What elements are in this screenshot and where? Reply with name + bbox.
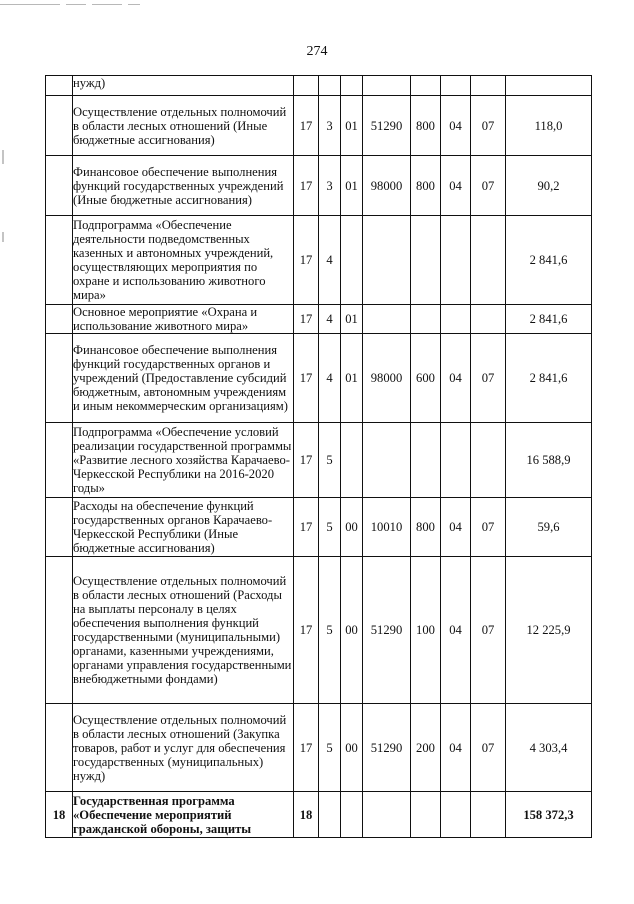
table-row [46, 498, 592, 557]
program-code-cell: 17 [294, 334, 319, 423]
expense-type-code-cell [411, 76, 441, 96]
section-code-cell: 04 [441, 156, 471, 216]
main-activity-code-cell: 00 [341, 704, 363, 792]
amount-cell: 158 372,3 [506, 792, 592, 838]
amount-cell: 2 841,6 [506, 216, 592, 305]
expense-direction-code-cell [363, 792, 411, 838]
item-name-cell: Осуществление отдельных полномочий в области лесных отношений (Иные бюджетные ассигнования) [73, 96, 294, 156]
section-code-cell: 04 [441, 704, 471, 792]
subsection-code-cell [471, 76, 506, 96]
row-number-cell [46, 704, 73, 792]
table-row [46, 305, 592, 334]
subprogram-code-cell: 5 [319, 557, 341, 704]
subprogram-code-cell: 5 [319, 498, 341, 557]
expense-type-code-cell [411, 305, 441, 334]
expense-type-code-cell [411, 216, 441, 305]
subsection-code-cell: 07 [471, 96, 506, 156]
section-code-cell: 04 [441, 498, 471, 557]
row-number-cell [46, 76, 73, 96]
main-activity-code-cell: 00 [341, 498, 363, 557]
main-activity-code-cell [341, 216, 363, 305]
table-row [46, 216, 592, 305]
row-number-cell [46, 216, 73, 305]
main-activity-code-cell [341, 792, 363, 838]
item-name-cell: нужд) [73, 76, 294, 96]
amount-cell: 2 841,6 [506, 334, 592, 423]
amount-cell: 2 841,6 [506, 305, 592, 334]
expense-type-code-cell: 800 [411, 156, 441, 216]
item-name-cell: Осуществление отдельных полномочий в области лесных отношений (Закупка товаров, работ и услуг для обеспечения государственных (муниципальных) нужд) [73, 704, 294, 792]
section-code-cell: 04 [441, 96, 471, 156]
program-code-cell: 17 [294, 305, 319, 334]
subsection-code-cell: 07 [471, 704, 506, 792]
subsection-code-cell: 07 [471, 557, 506, 704]
table-row [46, 96, 592, 156]
program-code-cell: 17 [294, 96, 319, 156]
amount-cell [506, 76, 592, 96]
amount-cell: 4 303,4 [506, 704, 592, 792]
budget-table [45, 75, 592, 838]
subprogram-code-cell: 4 [319, 305, 341, 334]
subsection-code-cell [471, 305, 506, 334]
item-name-cell: Осуществление отдельных полномочий в области лесных отношений (Расходы на выплаты персоналу в целях обеспечения выполнения функций государственными (муниципальными) органами, казенными учреждениями, органами управления государственными внебюджетными фондами) [73, 557, 294, 704]
scan-edge-line [128, 4, 140, 5]
item-name-cell: Основное мероприятие «Охрана и использование животного мира» [73, 305, 294, 334]
subsection-code-cell: 07 [471, 498, 506, 557]
subprogram-code-cell: 5 [319, 704, 341, 792]
item-name-cell: Подпрограмма «Обеспечение условий реализации государственной программы «Развитие лесного хозяйства Карачаево-Черкесской Республики на 2016-2020 годы» [73, 423, 294, 498]
main-activity-code-cell: 01 [341, 305, 363, 334]
row-number-cell [46, 156, 73, 216]
table-row [46, 334, 592, 423]
expense-type-code-cell: 100 [411, 557, 441, 704]
row-number-cell [46, 305, 73, 334]
amount-cell: 59,6 [506, 498, 592, 557]
row-number-cell [46, 423, 73, 498]
item-name-cell: Финансовое обеспечение выполнения функций государственных учреждений (Иные бюджетные ассигнования) [73, 156, 294, 216]
section-code-cell [441, 792, 471, 838]
table-row [46, 557, 592, 704]
expense-direction-code-cell [363, 423, 411, 498]
expense-direction-code-cell: 51290 [363, 96, 411, 156]
subprogram-code-cell: 3 [319, 96, 341, 156]
scan-edge-mark [2, 232, 4, 242]
table-row [46, 792, 592, 838]
expense-type-code-cell [411, 423, 441, 498]
expense-type-code-cell: 600 [411, 334, 441, 423]
program-code-cell: 17 [294, 423, 319, 498]
scan-edge-line [92, 4, 122, 5]
expense-direction-code-cell: 51290 [363, 704, 411, 792]
expense-direction-code-cell: 98000 [363, 156, 411, 216]
section-code-cell [441, 423, 471, 498]
subprogram-code-cell: 3 [319, 156, 341, 216]
subsection-code-cell [471, 792, 506, 838]
scan-edge-mark [2, 150, 4, 164]
program-code-cell [294, 76, 319, 96]
amount-cell: 16 588,9 [506, 423, 592, 498]
subsection-code-cell [471, 423, 506, 498]
subprogram-code-cell [319, 792, 341, 838]
table-body [46, 76, 592, 838]
expense-direction-code-cell: 10010 [363, 498, 411, 557]
main-activity-code-cell: 01 [341, 96, 363, 156]
row-number-cell [46, 96, 73, 156]
expense-direction-code-cell [363, 76, 411, 96]
item-name-cell: Финансовое обеспечение выполнения функций государственных органов и учреждений (Предоставление субсидий бюджетным, автономным учреждениям и иным некоммерческим организациям) [73, 334, 294, 423]
subprogram-code-cell: 4 [319, 334, 341, 423]
row-number-cell [46, 557, 73, 704]
expense-direction-code-cell: 98000 [363, 334, 411, 423]
expense-type-code-cell: 200 [411, 704, 441, 792]
section-code-cell [441, 305, 471, 334]
expense-type-code-cell: 800 [411, 96, 441, 156]
subprogram-code-cell: 5 [319, 423, 341, 498]
main-activity-code-cell [341, 76, 363, 96]
section-code-cell: 04 [441, 557, 471, 704]
section-code-cell [441, 216, 471, 305]
section-code-cell [441, 76, 471, 96]
item-name-cell: Расходы на обеспечение функций государственных органов Карачаево-Черкесской Республики (Иные бюджетные ассигнования) [73, 498, 294, 557]
scan-edge-line [0, 4, 60, 5]
scan-edge-line [66, 4, 86, 5]
item-name-cell: Подпрограмма «Обеспечение деятельности подведомственных казенных и автономных учреждений, осуществляющих мероприятия по охране и использованию животного мира» [73, 216, 294, 305]
expense-type-code-cell: 800 [411, 498, 441, 557]
table-row [46, 76, 592, 96]
row-number-cell: 18 [46, 792, 73, 838]
table-row [46, 423, 592, 498]
expense-type-code-cell [411, 792, 441, 838]
item-name-cell: Государственная программа «Обеспечение мероприятий гражданской обороны, защиты [73, 792, 294, 838]
subprogram-code-cell: 4 [319, 216, 341, 305]
expense-direction-code-cell [363, 305, 411, 334]
subsection-code-cell: 07 [471, 334, 506, 423]
subprogram-code-cell [319, 76, 341, 96]
amount-cell: 118,0 [506, 96, 592, 156]
row-number-cell [46, 498, 73, 557]
main-activity-code-cell: 01 [341, 334, 363, 423]
section-code-cell: 04 [441, 334, 471, 423]
main-activity-code-cell: 00 [341, 557, 363, 704]
program-code-cell: 17 [294, 557, 319, 704]
amount-cell: 12 225,9 [506, 557, 592, 704]
program-code-cell: 17 [294, 216, 319, 305]
main-activity-code-cell [341, 423, 363, 498]
program-code-cell: 17 [294, 498, 319, 557]
subsection-code-cell [471, 216, 506, 305]
main-activity-code-cell: 01 [341, 156, 363, 216]
table-row [46, 156, 592, 216]
program-code-cell: 17 [294, 156, 319, 216]
table-row [46, 704, 592, 792]
expense-direction-code-cell [363, 216, 411, 305]
amount-cell: 90,2 [506, 156, 592, 216]
row-number-cell [46, 334, 73, 423]
program-code-cell: 17 [294, 704, 319, 792]
page-number: 274 [306, 44, 328, 59]
program-code-cell: 18 [294, 792, 319, 838]
subsection-code-cell: 07 [471, 156, 506, 216]
expense-direction-code-cell: 51290 [363, 557, 411, 704]
